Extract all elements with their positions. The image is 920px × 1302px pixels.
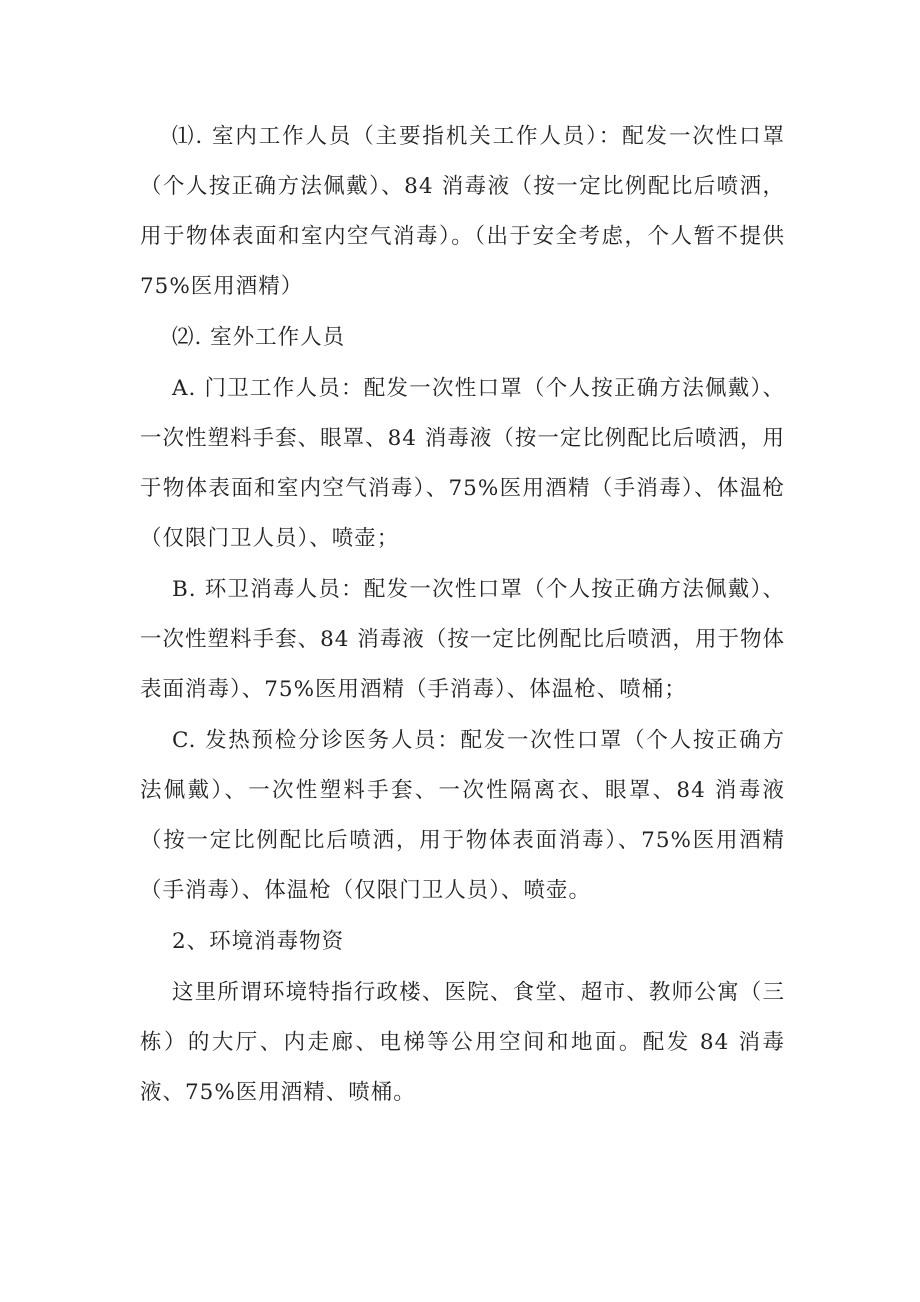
paragraph-outdoor-staff-heading: ⑵. 室外工作人员 [172, 325, 346, 350]
paragraph-guard-staff: A. 门卫工作人员：配发一次性口罩（个人按正确方法佩戴）、一次性塑料手套、眼罩、84 消毒液（按一定比例配比后喷洒，用于物体表面和室内空气消毒）、75%医用酒精（手消毒）、体温枪（仅限门卫人员）、喷壶； [140, 376, 785, 551]
paragraph-medical-staff: C. 发热预检分诊医务人员：配发一次性口罩（个人按正确方法佩戴）、一次性塑料手套、一次性隔离衣、眼罩、84 消毒液（按一定比例配比后喷洒，用于物体表面消毒）、75%医用酒精（手消毒）、体温枪（仅限门卫人员）、喷壶。 [140, 728, 785, 903]
document-body [140, 112, 785, 1118]
paragraph-environment-definition: 这里所谓环境特指行政楼、医院、食堂、超市、教师公寓（三栋）的大厅、内走廊、电梯等公用空间和地面。配发 84 消毒液、75%医用酒精、喷桶。 [140, 980, 785, 1105]
paragraph-indoor-staff: ⑴. 室内工作人员（主要指机关工作人员）：配发一次性口罩（个人按正确方法佩戴）、84 消毒液（按一定比例配比后喷洒，用于物体表面和室内空气消毒）。（出于安全考虑，个人暂不提供 75%医用酒精） [140, 124, 785, 299]
section-heading-environment-supplies: 2、环境消毒物资 [172, 929, 345, 954]
paragraph-sanitation-staff: B. 环卫消毒人员：配发一次性口罩（个人按正确方法佩戴）、一次性塑料手套、84 消毒液（按一定比例配比后喷洒，用于物体表面消毒）、75%医用酒精（手消毒）、体温枪、喷桶； [140, 577, 785, 702]
